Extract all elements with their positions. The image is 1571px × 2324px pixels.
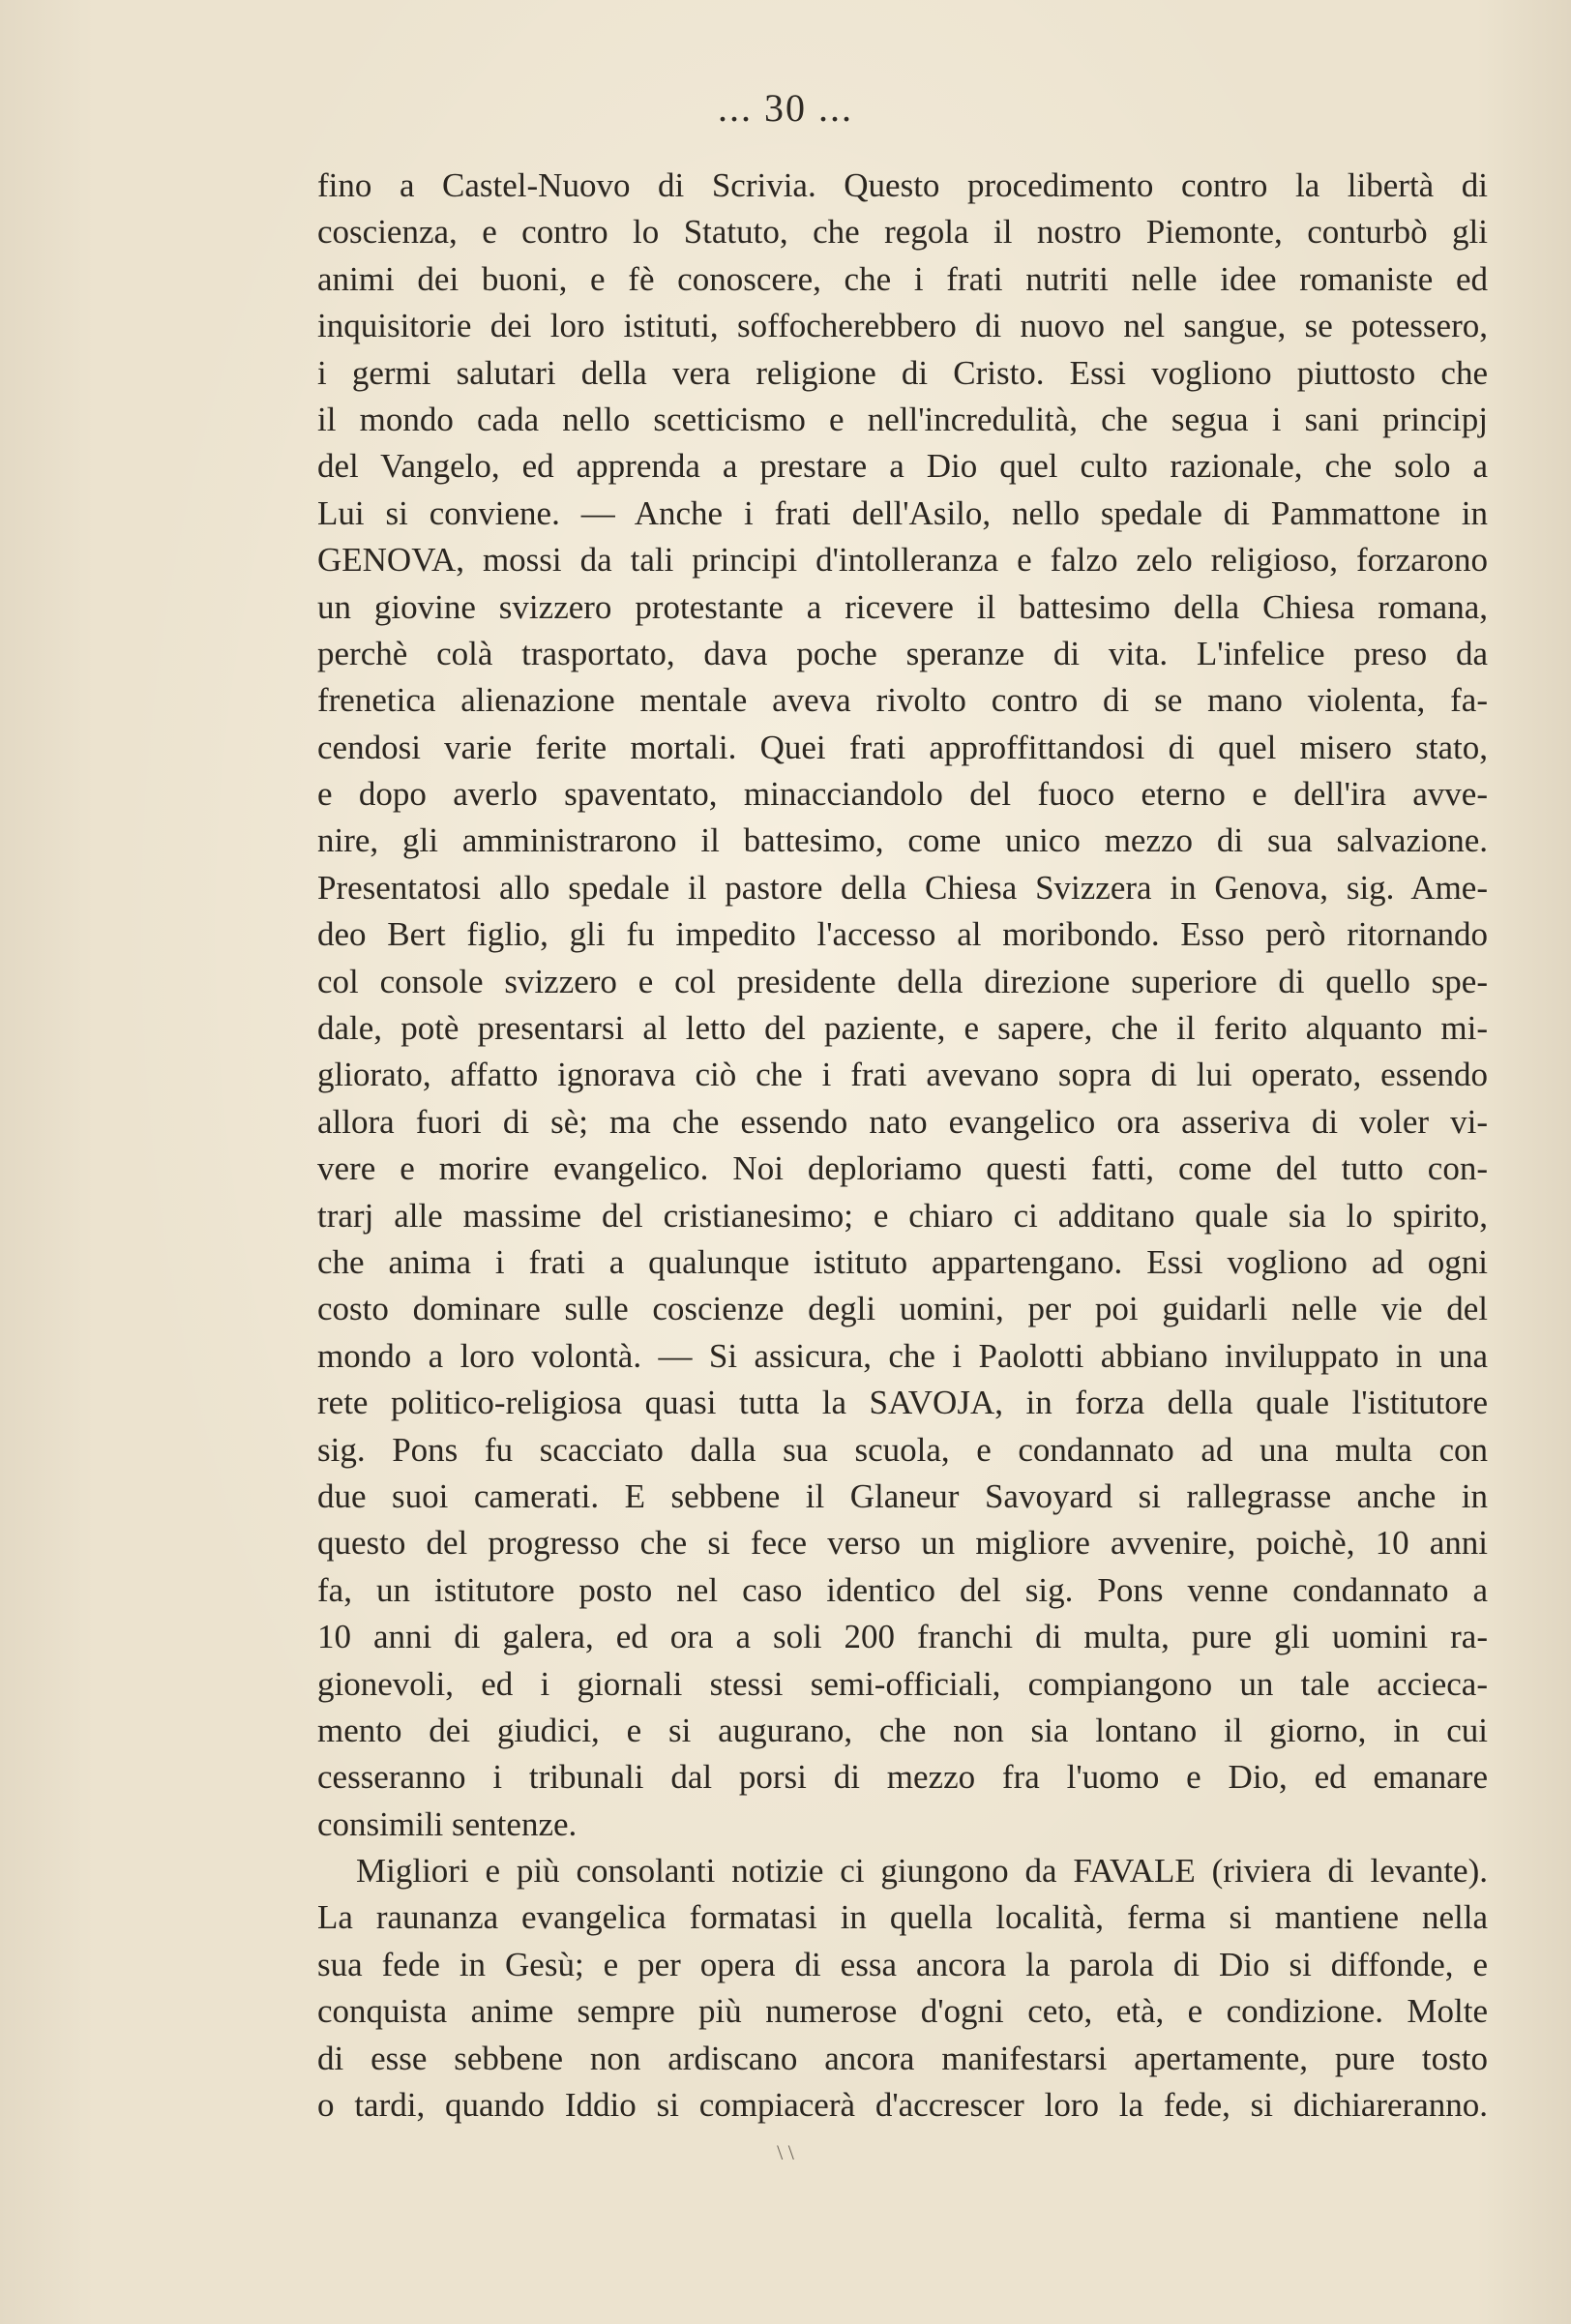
text-line: inquisitorie dei loro istituti, soffocherebbero di nuovo nel sangue, se potessero, xyxy=(317,307,1488,345)
body-text xyxy=(317,163,1488,2129)
text-line: fa, un istitutore posto nel caso identico del sig. Pons venne condannato a xyxy=(317,1570,1488,1609)
paragraph-start-line: Migliori e più consolanti notizie ci giungono da FAVALE (riviera di levante). xyxy=(356,1852,1488,1891)
text-line: di esse sebbene non ardiscano ancora manifestarsi apertamente, pure tosto xyxy=(317,2039,1488,2077)
text-line: cendosi varie ferite mortali. Quei frati approffittandosi di quel misero stato, xyxy=(317,728,1488,766)
text-line: La raunanza evangelica formatasi in quella località, ferma si mantiene nella xyxy=(317,1898,1488,1937)
text-line: due suoi camerati. E sebbene il Glaneur Savoyard si rallegrasse anche in xyxy=(317,1476,1488,1515)
paragraph-end-line: consimili sentenze. xyxy=(317,1804,578,1843)
text-line: sua fede in Gesù; e per opera di essa ancora la parola di Dio si diffonde, e xyxy=(317,1945,1488,1983)
text-line: vere e morire evangelico. Noi deploriamo questi fatti, come del tutto con- xyxy=(317,1149,1488,1188)
text-line: trarj alle massime del cristianesimo; e chiaro ci additano quale sia lo spirito, xyxy=(317,1196,1488,1235)
text-line: che anima i frati a qualunque istituto appartengano. Essi vogliono ad ogni xyxy=(317,1242,1488,1281)
text-line: allora fuori di sè; ma che essendo nato evangelico ora asseriva di voler vi- xyxy=(317,1102,1488,1141)
text-line: del Vangelo, ed apprenda a prestare a Dio quel culto razionale, che solo a xyxy=(317,447,1488,486)
text-line: gliorato, affatto ignorava ciò che i frati avevano sopra di lui operato, essendo xyxy=(317,1056,1488,1094)
text-line: fino a Castel-Nuovo di Scrivia. Questo procedimento contro la libertà di xyxy=(317,166,1488,204)
text-line: GENOVA, mossi da tali principi d'intolleranza e falzo zelo religioso, forzarono xyxy=(317,541,1488,580)
text-line: un giovine svizzero protestante a ricevere il battesimo della Chiesa romana, xyxy=(317,587,1488,626)
text-line: mento dei giudici, e si augurano, che non sia lontano il giorno, in cui xyxy=(317,1711,1488,1749)
text-line: questo del progresso che si fece verso un migliore avvenire, poichè, 10 anni xyxy=(317,1524,1488,1563)
text-line: e dopo averlo spaventato, minacciandolo del fuoco eterno e dell'ira avve- xyxy=(317,775,1488,814)
footer-mark: \ \ xyxy=(777,2140,794,2164)
text-line: o tardi, quando Iddio si compiacerà d'accrescer loro la fede, si dichiareranno. xyxy=(317,2086,1488,2125)
text-line: gionevoli, ed i giornali stessi semi-officiali, compiangono un tale accieca- xyxy=(317,1664,1488,1703)
text-line: perchè colà trasportato, dava poche speranze di vita. L'infelice preso da xyxy=(317,634,1488,672)
text-line: coscienza, e contro lo Statuto, che regola il nostro Piemonte, conturbò gli xyxy=(317,213,1488,252)
text-line: nire, gli amministrarono il battesimo, come unico mezzo di sua salvazione. xyxy=(317,821,1488,860)
text-line: cesseranno i tribunali dal porsi di mezzo fra l'uomo e Dio, ed emanare xyxy=(317,1758,1488,1797)
text-line: animi dei buoni, e fè conoscere, che i frati nutriti nelle idee romaniste ed xyxy=(317,259,1488,298)
text-line: deo Bert figlio, gli fu impedito l'accesso al moribondo. Esso però ritornando xyxy=(317,915,1488,954)
text-line: il mondo cada nello scetticismo e nell'incredulità, che segua i sani principj xyxy=(317,400,1488,438)
text-line: dale, potè presentarsi al letto del paziente, e sapere, che il ferito alquanto mi- xyxy=(317,1009,1488,1048)
text-line: frenetica alienazione mentale aveva rivolto contro di se mano violenta, fa- xyxy=(317,681,1488,720)
text-line: costo dominare sulle coscienze degli uomini, per poi guidarli nelle vie del xyxy=(317,1290,1488,1328)
text-line: mondo a loro volontà. — Si assicura, che i Paolotti abbiano inviluppato in una xyxy=(317,1336,1488,1375)
text-line: i germi salutari della vera religione di Cristo. Essi vogliono piuttosto che xyxy=(317,353,1488,392)
page-number: ... 30 ... xyxy=(718,86,853,130)
text-line: conquista anime sempre più numerose d'ogni ceto, età, e condizione. Molte xyxy=(317,1992,1488,2031)
text-line: Presentatosi allo spedale il pastore della Chiesa Svizzera in Genova, sig. Ame- xyxy=(317,868,1488,907)
text-line: Lui si conviene. — Anche i frati dell'Asilo, nello spedale di Pammattone in xyxy=(317,493,1488,532)
text-line: 10 anni di galera, ed ora a soli 200 franchi di multa, pure gli uomini ra- xyxy=(317,1618,1488,1656)
text-line: rete politico-religiosa quasi tutta la SAVOJA, in forza della quale l'istitutore xyxy=(317,1384,1488,1422)
text-line: col console svizzero e col presidente della direzione superiore di quello spe- xyxy=(317,962,1488,1000)
text-line: sig. Pons fu scacciato dalla sua scuola, e condannato ad una multa con xyxy=(317,1430,1488,1469)
